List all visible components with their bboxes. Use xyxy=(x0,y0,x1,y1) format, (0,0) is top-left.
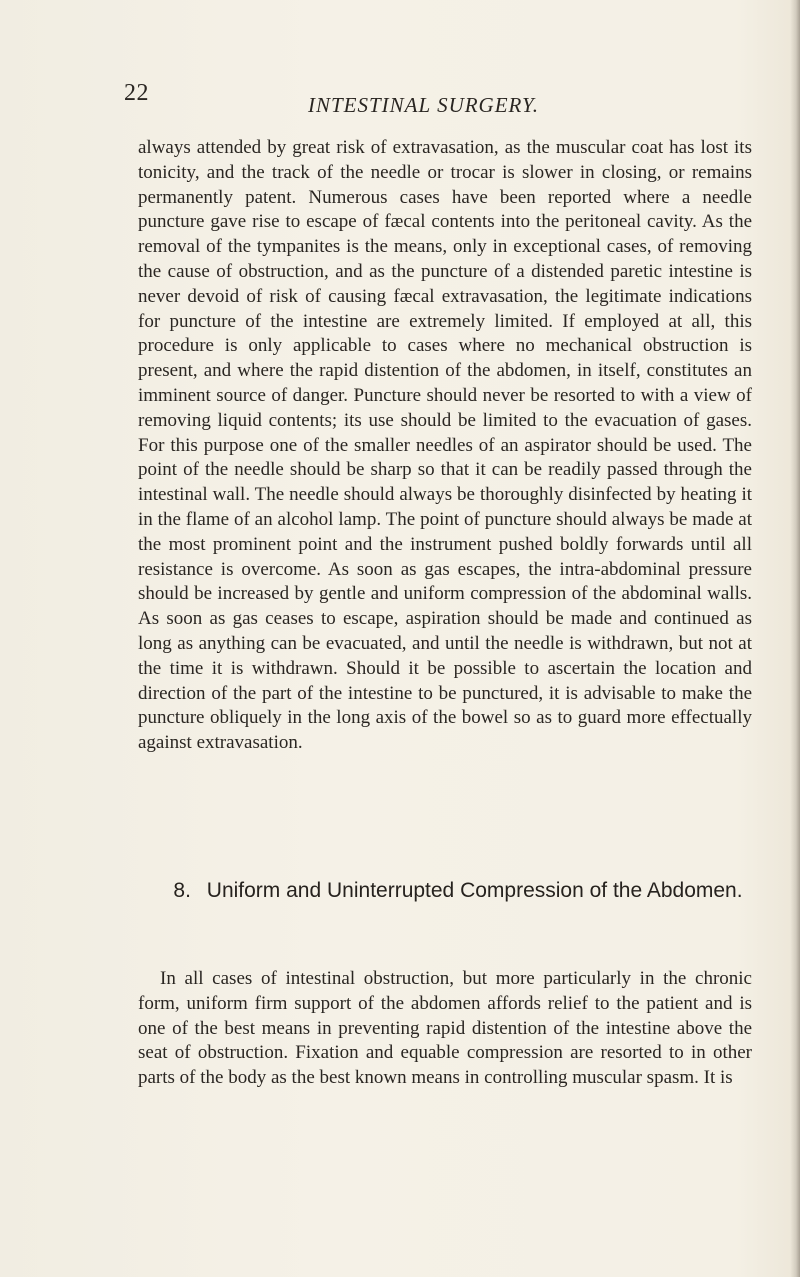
running-head: INTESTINAL SURGERY. xyxy=(308,93,539,117)
paragraph: In all cases of intestinal obstruction, but more particularly in the chronic form, uniform firm support of the abdomen affords relief to the patient and is one of the best means in preventing rapid distention of the intestine above the seat of obstruction. Fixation and equable compression are resorted to in other parts of the body as the best known means in controlling muscular spasm. It is xyxy=(138,968,752,1089)
paragraph: always attended by great risk of extravasation, as the muscular coat has lost its tonicity, and the track of the needle or trocar is slower in closing, or remains permanently patent. Numerous cases have been reported where a needle puncture gave rise to escape of fæcal contents into the peritoneal cavity. As the removal of the tympanites is the means, only in exceptional cases, of removing the cause of obstruction, and as the puncture of a distended paretic intestine is never devoid of risk of causing fæcal extravasation, the legitimate indications for puncture of the intestine are extremely limited. If employed at all, this procedure is only applicable to cases where no mechanical obstruction is present, and where the rapid distention of the abdomen, in itself, constitutes an imminent source of danger. Puncture should never be resorted to with a view of removing liquid contents; its use should be limited to the evacuation of gases. For this purpose one of the smaller needles of an aspirator should be used. The point of the needle should be sharp so that it can be readily passed through the intestinal wall. The needle should always be thoroughly disinfected by heating it in the flame of an alcohol lamp. The point of puncture should always be made at the most prominent point and the instrument pushed boldly forwards until all resistance is overcome. As soon as gas escapes, the intra-abdominal pressure should be increased by gentle and uniform compression of the abdominal walls. As soon as gas ceases to escape, aspiration should be made and continued as long as anything can be evacuated, and until the needle is withdrawn, but not at the time it is withdrawn. Should it be possible to ascertain the location and direction of the part of the intestine to be punctured, it is advisable to make the puncture obliquely in the long axis of the bowel so as to guard more effectually against extravasation. xyxy=(138,137,752,754)
page-number: 22 xyxy=(124,80,149,106)
section-title: Uniform and Uninterrupted Compression of the Abdomen. xyxy=(206,879,743,902)
section-number: 8. xyxy=(173,879,191,902)
page-edge-shadow xyxy=(790,0,800,1277)
section-heading xyxy=(138,875,778,907)
